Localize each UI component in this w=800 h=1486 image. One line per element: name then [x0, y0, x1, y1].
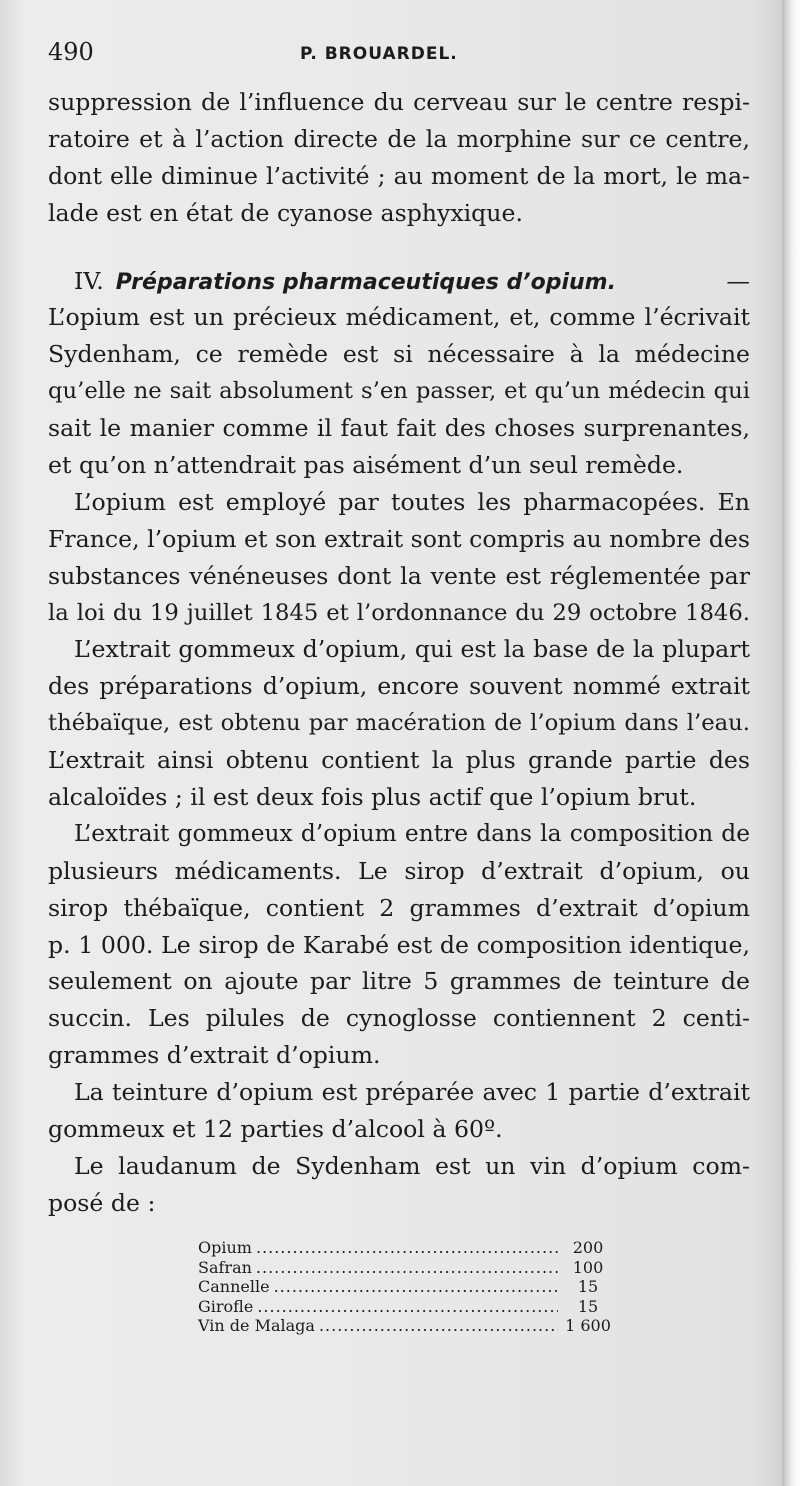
recipe-ingredient: Cannelle [198, 1277, 270, 1297]
text-line: L’opium est un précieux médicament, et, comme l’écrivait [48, 303, 750, 332]
recipe-row [198, 1316, 614, 1336]
recipe-row [198, 1258, 614, 1278]
text-line: France, l’opium et son extrait sont compris au nombre des [48, 524, 750, 553]
leader-dots [274, 1277, 558, 1297]
running-head: P. BROUARDEL. [300, 44, 458, 64]
text-line: sirop thébaïque, contient 2 grammes d’extrait d’opium [48, 893, 750, 922]
section-dash: — [726, 266, 750, 295]
section-title: Préparations pharmaceutiques d’opium. [115, 269, 616, 295]
text-line: qu’elle ne sait absolument s’en passer, et qu’un médecin qui [48, 378, 750, 405]
recipe-amount: 100 [572, 1257, 604, 1277]
text-line: substances vénéneuses dont la vente est réglementée par [48, 561, 750, 590]
recipe-ingredient: Girofle [198, 1296, 254, 1316]
page-edge [782, 0, 800, 1486]
body-text [48, 84, 750, 1222]
text-line: Le laudanum de Sydenham est un vin d’opium com- [74, 1151, 750, 1180]
page-header [48, 38, 748, 74]
text-line: L’extrait gommeux d’opium entre dans la composition de [74, 819, 750, 847]
text-line: gommeux et 12 parties d’alcool à 60º. [48, 1115, 503, 1144]
leader-dots [256, 1238, 558, 1258]
leader-dots [319, 1316, 558, 1336]
text-line: p. 1 000. Le sirop de Karabé est de composition identique, [48, 930, 750, 959]
section-heading [48, 263, 750, 300]
recipe-amount: 200 [572, 1238, 604, 1257]
leader-dots [256, 1258, 558, 1278]
page-number: 490 [48, 38, 94, 66]
recipe-amount: 1 600 [565, 1316, 611, 1336]
text-line: L’opium est employé par toutes les pharmacopées. En [74, 487, 750, 516]
recipe-row [198, 1277, 614, 1297]
text-line: La teinture d’opium est préparée avec 1 partie d’extrait [74, 1078, 750, 1107]
recipe-amount: 15 [577, 1296, 599, 1316]
text-line: seulement on ajoute par litre 5 grammes de teinture de [48, 967, 750, 996]
text-line: grammes d’extrait d’opium. [48, 1041, 381, 1070]
text-line: lade est en état de cyanose asphyxique. [48, 198, 523, 227]
text-line: thébaïque, est obtenu par macération de l’opium dans l’eau. [48, 710, 750, 737]
text-line: des préparations d’opium, encore souvent nommé extrait [48, 672, 750, 701]
text-line: dont elle diminue l’activité ; au moment de la mort, le ma- [48, 161, 750, 190]
text-line: ratoire et à l’action directe de la morphine sur ce centre, [48, 124, 750, 153]
section-number: IV. [74, 266, 104, 295]
recipe-row [198, 1297, 614, 1317]
text-line: sait le manier comme il faut fait des choses surprenantes, [48, 414, 750, 443]
recipe-amount: 15 [577, 1277, 599, 1297]
text-line: posé de : [48, 1188, 156, 1217]
text-line: succin. Les pilules de cynoglosse contiennent 2 centi- [48, 1004, 750, 1033]
text-line: la loi du 19 juillet 1845 et l’ordonnance du 29 octobre 1846. [48, 599, 750, 626]
leader-dots [257, 1297, 558, 1317]
text-line: L’extrait ainsi obtenu contient la plus grande partie des [48, 746, 750, 775]
section-gap [48, 232, 750, 263]
recipe-ingredient: Opium [198, 1238, 252, 1257]
recipe-ingredient: Vin de Malaga [198, 1316, 315, 1336]
recipe-list [198, 1238, 614, 1336]
text-line: plusieurs médicaments. Le sirop d’extrait d’opium, ou [48, 856, 750, 885]
text-line: et qu’on n’attendrait pas aisément d’un seul remède. [48, 451, 684, 480]
text-line: suppression de l’influence du cerveau sur le centre respi- [48, 88, 750, 116]
text-line: Sydenham, ce remède est si nécessaire à la médecine [48, 340, 750, 369]
text-line: alcaloïdes ; il est deux fois plus actif que l’opium brut. [48, 783, 697, 812]
recipe-row [198, 1238, 614, 1258]
recipe-ingredient: Safran [198, 1257, 252, 1277]
text-line: L’extrait gommeux d’opium, qui est la base de la plupart [74, 635, 750, 664]
